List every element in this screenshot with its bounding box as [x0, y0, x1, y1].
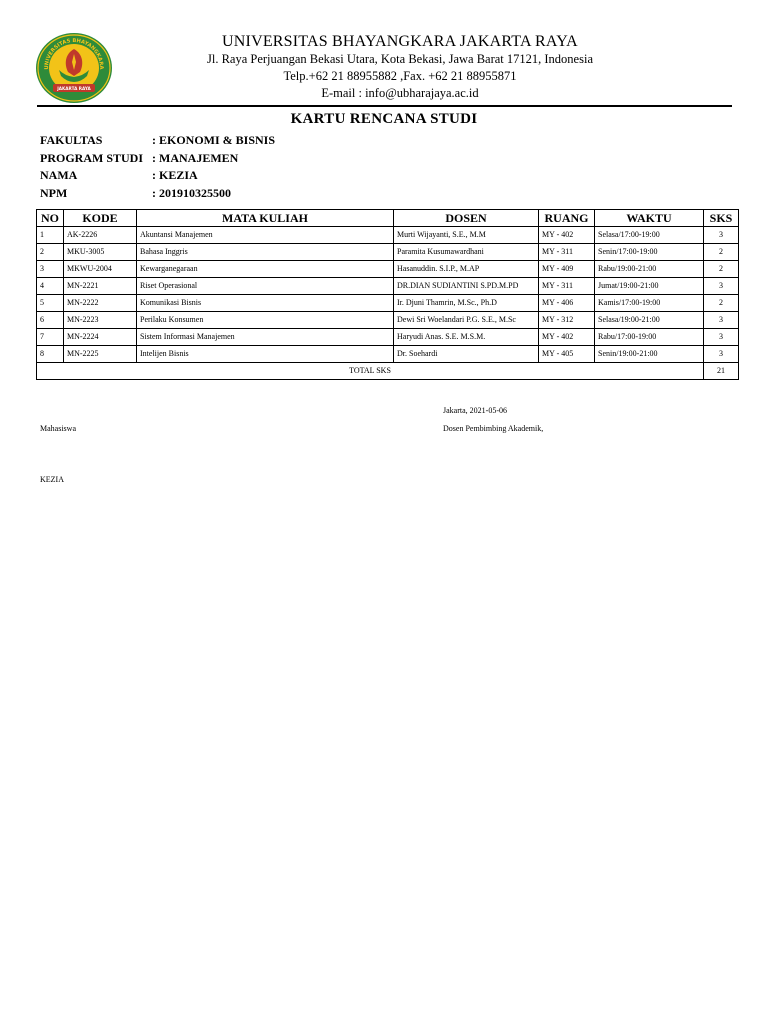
university-email: E-mail : info@ubharajaya.ac.id	[321, 86, 479, 100]
cell-no: 8	[37, 346, 64, 363]
table-row	[37, 261, 739, 278]
advisor-signature-label: Dosen Pembimbing Akademik,	[443, 424, 544, 433]
cell-dosen: Dr. Soehardi	[394, 346, 539, 363]
cell-mata-kuliah: Komunikasi Bisnis	[137, 295, 394, 312]
cell-dosen: DR.DIAN SUDIANTINI S.PD.M.PD	[394, 278, 539, 295]
cell-no: 5	[37, 295, 64, 312]
col-header-sks: SKS	[704, 210, 739, 227]
cell-dosen: Murti Wijayanti, S.E., M.M	[394, 227, 539, 244]
npm-label: NPM	[40, 185, 68, 200]
cell-no: 6	[37, 312, 64, 329]
table-total-row	[37, 363, 739, 380]
col-header-ruang: RUANG	[539, 210, 595, 227]
table-row	[37, 312, 739, 329]
cell-no: 3	[37, 261, 64, 278]
course-table	[36, 209, 739, 380]
cell-waktu: Jumat/19:00-21:00	[595, 278, 704, 295]
cell-kode: MN-2223	[64, 312, 137, 329]
cell-no: 7	[37, 329, 64, 346]
cell-dosen: Haryudi Anas. S.E. M.S.M.	[394, 329, 539, 346]
table-row	[37, 227, 739, 244]
cell-sks: 3	[704, 346, 739, 363]
cell-waktu: Senin/19:00-21:00	[595, 346, 704, 363]
cell-kode: MN-2222	[64, 295, 137, 312]
student-signature-label: Mahasiswa	[40, 424, 76, 433]
col-header-dosen: DOSEN	[394, 210, 539, 227]
info-row-fakultas	[40, 133, 275, 151]
university-logo	[35, 32, 113, 104]
cell-mata-kuliah: Sistem Informasi Manajemen	[137, 329, 394, 346]
cell-mata-kuliah: Bahasa Inggris	[137, 244, 394, 261]
cell-sks: 2	[704, 244, 739, 261]
info-row-npm	[40, 186, 275, 204]
cell-ruang: MY - 311	[539, 278, 595, 295]
cell-dosen: Paramita Kusumawardhani	[394, 244, 539, 261]
cell-sks: 3	[704, 329, 739, 346]
nama-label: NAMA	[40, 168, 78, 182]
cell-mata-kuliah: Akuntansi Manajemen	[137, 227, 394, 244]
cell-mata-kuliah: Perilaku Konsumen	[137, 312, 394, 329]
cell-sks: 3	[704, 227, 739, 244]
cell-waktu: Kamis/17:00-19:00	[595, 295, 704, 312]
cell-sks: 2	[704, 261, 739, 278]
cell-ruang: MY - 406	[539, 295, 595, 312]
col-header-waktu: WAKTU	[595, 210, 704, 227]
cell-kode: MN-2221	[64, 278, 137, 295]
logo-banner-text: JAKARTA RAYA	[57, 86, 91, 91]
fakultas-value: : EKONOMI & BISNIS	[152, 133, 276, 147]
cell-ruang: MY - 405	[539, 346, 595, 363]
table-row	[37, 329, 739, 346]
cell-ruang: MY - 402	[539, 227, 595, 244]
cell-kode: MN-2225	[64, 346, 137, 363]
cell-no: 1	[37, 227, 64, 244]
info-row-nama	[40, 168, 275, 186]
cell-no: 4	[37, 278, 64, 295]
total-sks-value: 21	[704, 363, 739, 380]
cell-waktu: Selasa/19:00-21:00	[595, 312, 704, 329]
cell-ruang: MY - 402	[539, 329, 595, 346]
cell-dosen: Dewi Sri Woelandari P.G. S.E., M.Sc	[394, 312, 539, 329]
logo-ring-text: UNIVERSITAS BHAYANGKARA	[43, 37, 105, 70]
prodi-value: : MANAJEMEN	[152, 150, 239, 165]
cell-mata-kuliah: Riset Operasional	[137, 278, 394, 295]
cell-sks: 3	[704, 312, 739, 329]
col-header-mata-kuliah: MATA KULIAH	[137, 210, 394, 227]
cell-sks: 3	[704, 278, 739, 295]
cell-dosen: Hasanuddin. S.I.P., M.AP	[394, 261, 539, 278]
cell-waktu: Selasa/17:00-19:00	[595, 227, 704, 244]
table-row	[37, 244, 739, 261]
cell-waktu: Senin/17:00-19:00	[595, 244, 704, 261]
header-divider	[37, 105, 732, 107]
cell-mata-kuliah: Intelijen Bisnis	[137, 346, 394, 363]
place-date: Jakarta, 2021-05-06	[443, 406, 507, 415]
nama-value: : KEZIA	[152, 168, 198, 182]
cell-no: 2	[37, 244, 64, 261]
student-signature-name: KEZIA	[40, 475, 64, 484]
student-info	[40, 133, 275, 203]
table-header-row	[37, 210, 739, 227]
cell-ruang: MY - 409	[539, 261, 595, 278]
npm-value: : 201910325500	[152, 185, 231, 200]
col-header-no: NO	[37, 210, 64, 227]
page-title: KARTU RENCANA STUDI	[290, 111, 478, 127]
cell-kode: MKU-3005	[64, 244, 137, 261]
cell-kode: AK-2226	[64, 227, 137, 244]
table-row	[37, 278, 739, 295]
cell-ruang: MY - 312	[539, 312, 595, 329]
cell-dosen: Ir. Djuni Thamrin, M.Sc., Ph.D	[394, 295, 539, 312]
total-sks-label: TOTAL SKS	[37, 363, 704, 380]
university-phone: Telp.+62 21 88955882 ,Fax. +62 21 88955871	[283, 69, 517, 83]
cell-ruang: MY - 311	[539, 244, 595, 261]
cell-kode: MKWU-2004	[64, 261, 137, 278]
cell-sks: 2	[704, 295, 739, 312]
letterhead	[150, 33, 650, 102]
prodi-label: PROGRAM STUDI	[40, 150, 144, 165]
cell-waktu: Rabu/17:00-19:00	[595, 329, 704, 346]
table-row	[37, 295, 739, 312]
cell-mata-kuliah: Kewarganegaraan	[137, 261, 394, 278]
university-address: Jl. Raya Perjuangan Bekasi Utara, Kota Bekasi, Jawa Barat 17121, Indonesia	[206, 52, 593, 66]
fakultas-label: FAKULTAS	[40, 133, 103, 147]
table-row	[37, 346, 739, 363]
cell-waktu: Rabu/19:00-21:00	[595, 261, 704, 278]
university-name: UNIVERSITAS BHAYANGKARA JAKARTA RAYA	[222, 33, 578, 50]
col-header-kode: KODE	[64, 210, 137, 227]
cell-kode: MN-2224	[64, 329, 137, 346]
info-row-prodi	[40, 151, 275, 169]
